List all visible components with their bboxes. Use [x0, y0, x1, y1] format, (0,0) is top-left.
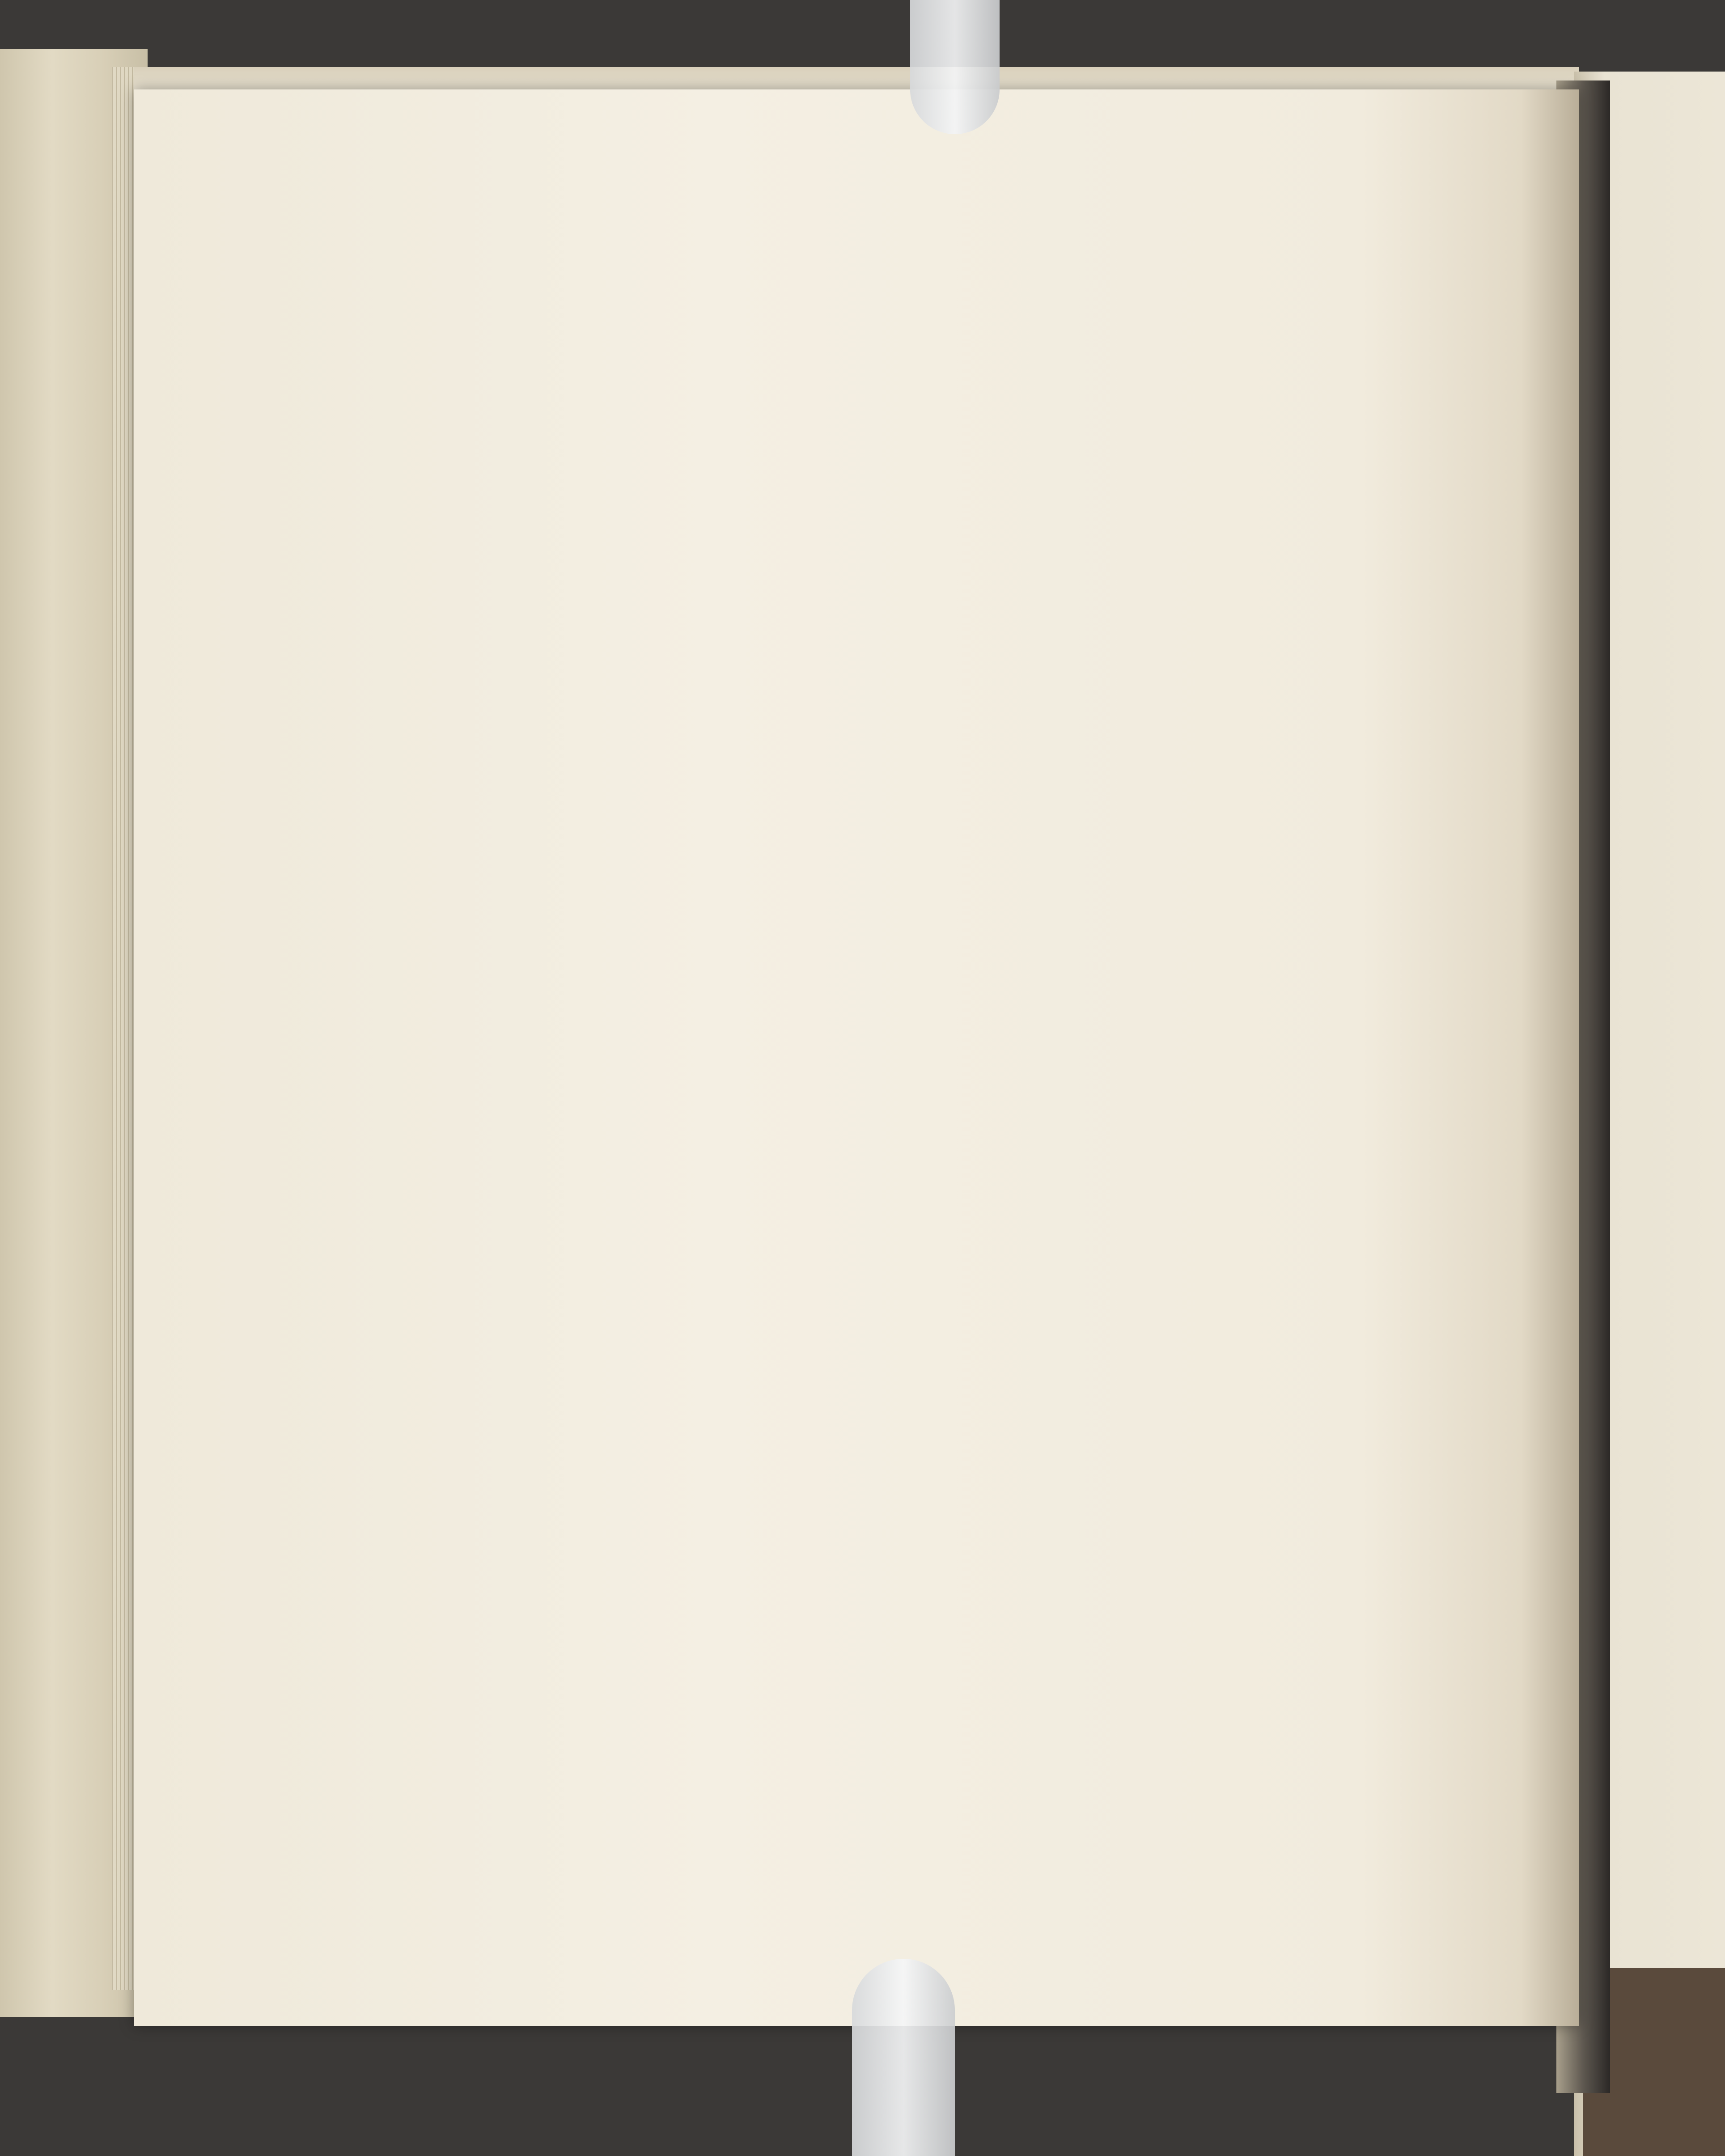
book-clip-top: [910, 0, 1000, 134]
page-header: [602, 210, 1228, 273]
book-clip-bottom: [852, 1959, 955, 2156]
main-page: [134, 89, 1579, 2026]
